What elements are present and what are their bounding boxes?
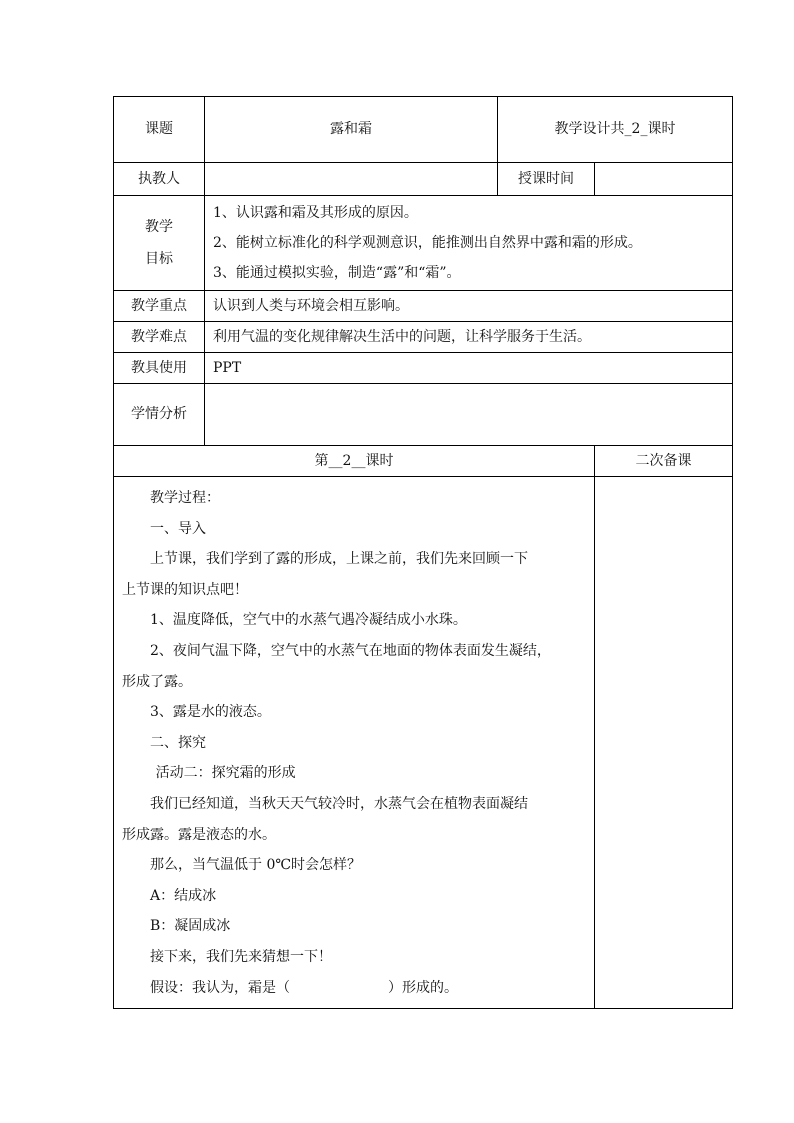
process-line: 我们已经知道，当秋天天气较冷时，水蒸气会在植物表面凝结: [150, 795, 528, 812]
teacher-row: [114, 163, 733, 196]
process-line: 1、温度降低，空气中的水蒸气遇冷凝结成小水珠。: [150, 612, 467, 629]
analysis-value: [205, 384, 733, 446]
tools-label: 教具使用: [114, 353, 205, 384]
analysis-row: [114, 384, 733, 446]
process-line: A：结成冰: [150, 887, 217, 904]
process-line: 形成露。露是液态的水。: [122, 826, 276, 843]
design-note: 教学设计共_2_课时: [498, 97, 733, 163]
goal-item-3: 3、能通过模拟实验，制造“露”和“霜”。: [213, 265, 461, 281]
process-line: 假设：我认为，霜是（ ）形成的。: [150, 979, 458, 996]
secondary-prep-label: 二次备课: [595, 446, 733, 477]
secondary-prep-cell: [595, 477, 733, 1009]
tools-row: [114, 353, 733, 384]
time-label: 授课时间: [498, 163, 595, 196]
process-line: B：凝固成冰: [150, 918, 231, 935]
goal-item-2: 2、能树立标准化的科学观测意识，能推测出自然界中露和霜的形成。: [213, 235, 642, 251]
topic-row: [114, 97, 733, 163]
process-line: 2、夜间气温下降，空气中的水蒸气在地面的物体表面发生凝结，: [150, 642, 551, 659]
session-row: [114, 446, 733, 477]
process-line: 形成了露。: [122, 673, 192, 690]
teacher-label: 执教人: [114, 163, 205, 196]
process-line: 二、探究: [150, 734, 206, 751]
difficulty-label: 教学难点: [114, 322, 205, 353]
goal-item-1: 1、认识露和霜及其形成的原因。: [213, 205, 418, 221]
goals-label-line1: 教学: [145, 219, 173, 235]
process-line: 活动二：探究霜的形成: [155, 765, 296, 782]
key-point-row: [114, 291, 733, 322]
process-line: 教学过程：: [150, 490, 220, 506]
key-point-label: 教学重点: [114, 291, 205, 322]
goals-label-line2: 目标: [145, 251, 173, 267]
teaching-process: [114, 477, 595, 1009]
topic-value: 露和霜: [205, 97, 498, 163]
goals-label: [114, 196, 205, 291]
goals-row: [114, 196, 733, 291]
goals-content: [205, 196, 733, 291]
teacher-value: [205, 163, 498, 196]
analysis-label: 学情分析: [114, 384, 205, 446]
lesson-plan-table: [113, 96, 733, 1009]
process-row: [114, 477, 733, 1009]
process-line: 那么，当气温低于 0℃时会怎样？: [150, 857, 362, 874]
key-point-value: 认识到人类与环境会相互影响。: [205, 291, 733, 322]
process-line: 一、导入: [150, 520, 206, 537]
tools-value: PPT: [205, 353, 733, 384]
process-line: 上节课，我们学到了露的形成，上课之前，我们先来回顾一下: [150, 551, 528, 568]
process-line: 3、露是水的液态。: [150, 704, 271, 721]
process-line: 上节课的知识点吧！: [122, 581, 248, 598]
difficulty-value: 利用气温的变化规律解决生活中的问题，让科学服务于生活。: [205, 322, 733, 353]
difficulty-row: [114, 322, 733, 353]
time-value: [595, 163, 733, 196]
session-label: 第__2__课时: [114, 446, 595, 477]
topic-label: 课题: [114, 97, 205, 163]
process-line: 接下来，我们先来猜想一下！: [150, 948, 332, 965]
